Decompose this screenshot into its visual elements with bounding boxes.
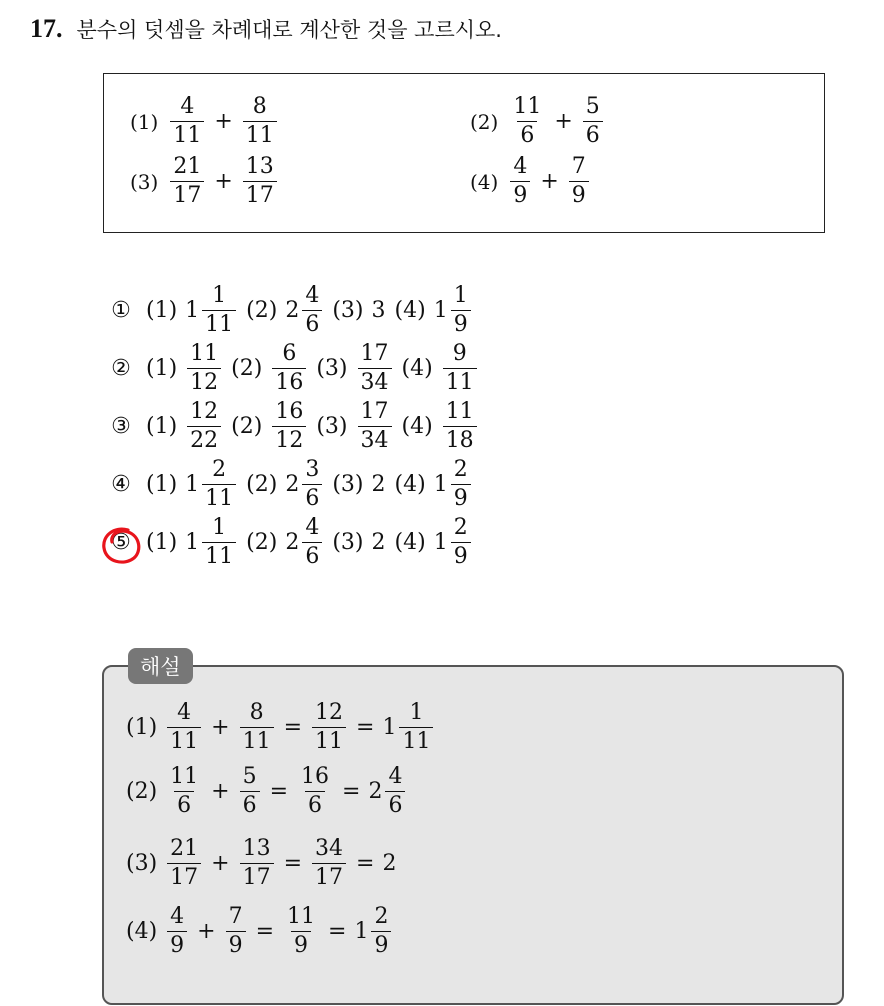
denominator: 34 <box>358 368 392 394</box>
choice-number: ④ <box>111 472 131 497</box>
operator: = <box>328 919 347 944</box>
whole-number: 1 <box>185 472 200 497</box>
denominator: 9 <box>451 542 471 568</box>
value <box>372 530 387 555</box>
choice-part <box>246 517 324 568</box>
value <box>382 851 397 876</box>
whole-number: 2 <box>285 298 300 323</box>
denominator: 11 <box>243 121 277 147</box>
denominator: 17 <box>243 181 277 207</box>
whole-number: 1 <box>382 715 397 740</box>
problem-label: (2) <box>470 109 499 134</box>
numerator: 11 <box>513 94 542 119</box>
whole-number: 2 <box>285 530 300 555</box>
numerator: 8 <box>249 700 264 725</box>
part-label: (3) <box>332 530 364 555</box>
part-label: (1) <box>146 530 178 555</box>
numerator: 17 <box>360 399 389 424</box>
part-label: (2) <box>246 298 278 323</box>
numerator: 13 <box>242 836 271 861</box>
denominator: 9 <box>291 931 311 957</box>
operator: + <box>211 851 230 876</box>
value <box>165 766 203 817</box>
question-text: 분수의 덧셈을 차례대로 계산한 것을 고르시오. <box>76 18 502 42</box>
choice-number: ② <box>111 356 131 381</box>
choice-part <box>395 517 473 568</box>
numerator: 4 <box>177 700 192 725</box>
fraction <box>167 906 187 957</box>
denominator: 18 <box>443 426 477 452</box>
numerator: 11 <box>287 904 316 929</box>
value <box>224 906 248 957</box>
fraction <box>302 285 322 336</box>
denominator: 11 <box>202 310 236 336</box>
fraction <box>202 285 236 336</box>
numerator: 1 <box>453 283 468 308</box>
numerator: 21 <box>173 154 202 179</box>
whole-number: 2 <box>368 779 383 804</box>
fraction <box>583 96 603 147</box>
numerator: 1 <box>212 283 227 308</box>
denominator: 12 <box>272 426 306 452</box>
denominator: 6 <box>385 791 405 817</box>
fraction <box>170 156 204 207</box>
value <box>238 702 276 753</box>
problem-1 <box>130 96 279 147</box>
value <box>185 517 238 568</box>
choice-part <box>146 517 238 568</box>
value <box>238 766 262 817</box>
fraction <box>240 766 260 817</box>
numerator: 5 <box>585 94 600 119</box>
value <box>238 838 276 889</box>
fraction <box>202 459 236 510</box>
choice-part <box>332 530 386 555</box>
denominator: 6 <box>240 791 260 817</box>
numerator: 12 <box>190 399 219 424</box>
numerator: 5 <box>242 764 257 789</box>
answer-circle-mark <box>98 524 146 568</box>
part-label: (4) <box>401 414 433 439</box>
value <box>185 459 238 510</box>
numerator: 13 <box>245 154 274 179</box>
numerator: 4 <box>513 154 528 179</box>
fraction <box>167 702 201 753</box>
choice-part <box>395 459 473 510</box>
fraction <box>451 459 471 510</box>
value <box>270 343 308 394</box>
fraction <box>443 401 477 452</box>
operator: + <box>214 169 233 194</box>
choice-part <box>146 285 238 336</box>
part-label: (1) <box>146 356 178 381</box>
explanation-line-3 <box>126 838 397 889</box>
fraction <box>302 459 322 510</box>
choice-part <box>402 401 479 452</box>
fraction <box>272 401 306 452</box>
question-header <box>30 14 502 44</box>
numerator: 7 <box>228 904 243 929</box>
fraction <box>298 766 332 817</box>
part-label: (4) <box>394 530 426 555</box>
numerator: 34 <box>315 836 344 861</box>
line-label: (3) <box>126 851 158 876</box>
denominator: 12 <box>187 368 221 394</box>
numerator: 4 <box>170 904 185 929</box>
denominator: 17 <box>170 181 204 207</box>
value <box>270 401 308 452</box>
denominator: 9 <box>510 181 530 207</box>
value <box>185 401 223 452</box>
numerator: 4 <box>305 515 320 540</box>
value <box>185 285 238 336</box>
fraction <box>243 96 277 147</box>
value <box>382 702 435 753</box>
denominator: 9 <box>167 931 187 957</box>
problem-3 <box>130 156 279 207</box>
choice-part <box>231 343 308 394</box>
fraction <box>451 285 471 336</box>
denominator: 17 <box>240 863 274 889</box>
fraction <box>510 96 544 147</box>
choice-number: ⑤ <box>108 530 134 555</box>
denominator: 11 <box>240 727 274 753</box>
denominator: 22 <box>187 426 221 452</box>
fraction <box>284 906 318 957</box>
part-label: (2) <box>246 530 278 555</box>
value <box>372 298 387 323</box>
whole-number: 1 <box>354 919 369 944</box>
choice-3[interactable] <box>108 401 487 452</box>
value <box>285 285 324 336</box>
value <box>310 702 348 753</box>
denominator: 17 <box>167 863 201 889</box>
denominator: 17 <box>312 863 346 889</box>
explanation-line-2 <box>126 766 407 817</box>
choice-5[interactable] <box>108 517 481 568</box>
value <box>356 343 394 394</box>
value <box>356 401 394 452</box>
denominator: 9 <box>371 931 391 957</box>
denominator: 9 <box>569 181 589 207</box>
numerator: 8 <box>252 94 267 119</box>
denominator: 11 <box>312 727 346 753</box>
choice-part <box>332 472 386 497</box>
value <box>368 766 407 817</box>
fraction <box>167 766 201 817</box>
denominator: 11 <box>170 121 204 147</box>
numerator: 21 <box>170 836 199 861</box>
fraction <box>202 517 236 568</box>
denominator: 6 <box>305 791 325 817</box>
value <box>310 838 348 889</box>
value <box>296 766 334 817</box>
denominator: 11 <box>202 542 236 568</box>
line-label: (2) <box>126 779 158 804</box>
fraction <box>187 401 221 452</box>
fraction <box>443 343 477 394</box>
denominator: 34 <box>358 426 392 452</box>
fraction <box>187 343 221 394</box>
value <box>282 906 320 957</box>
fraction <box>569 156 589 207</box>
denominator: 6 <box>174 791 194 817</box>
choice-part <box>231 401 308 452</box>
numerator: 1 <box>212 515 227 540</box>
denominator: 9 <box>226 931 246 957</box>
whole-number: 3 <box>371 298 386 323</box>
choice-part <box>402 343 479 394</box>
value <box>285 459 324 510</box>
denominator: 9 <box>451 484 471 510</box>
fraction <box>312 838 346 889</box>
denominator: 11 <box>167 727 201 753</box>
part-label: (3) <box>332 472 364 497</box>
denominator: 6 <box>302 484 322 510</box>
numerator: 2 <box>453 515 468 540</box>
denominator: 6 <box>517 121 537 147</box>
numerator: 11 <box>190 341 219 366</box>
operator: = <box>356 851 375 876</box>
operator: + <box>211 779 230 804</box>
explanation-line-1 <box>126 702 435 753</box>
numerator: 4 <box>388 764 403 789</box>
operator: = <box>356 715 375 740</box>
fraction <box>170 96 204 147</box>
numerator: 4 <box>180 94 195 119</box>
numerator: 17 <box>360 341 389 366</box>
value <box>185 343 223 394</box>
operator: = <box>255 919 275 944</box>
operator: = <box>269 779 289 804</box>
denominator: 6 <box>302 542 322 568</box>
part-label: (1) <box>146 298 178 323</box>
value <box>434 517 473 568</box>
numerator: 11 <box>445 399 474 424</box>
part-label: (3) <box>332 298 364 323</box>
problem-label: (4) <box>470 169 499 194</box>
part-label: (2) <box>246 472 278 497</box>
numerator: 16 <box>301 764 330 789</box>
numerator: 16 <box>275 399 304 424</box>
choice-part <box>146 401 223 452</box>
denominator: 11 <box>399 727 433 753</box>
choice-part <box>332 298 386 323</box>
whole-number: 2 <box>382 851 397 876</box>
operator: + <box>540 169 559 194</box>
whole-number: 2 <box>371 530 386 555</box>
choice-part <box>246 285 324 336</box>
fraction <box>312 702 346 753</box>
problem-4 <box>470 156 591 207</box>
choice-part <box>246 459 324 510</box>
fraction <box>510 156 530 207</box>
denominator: 6 <box>583 121 603 147</box>
part-label: (1) <box>146 414 178 439</box>
choice-1[interactable] <box>108 285 481 336</box>
denominator: 16 <box>272 368 306 394</box>
whole-number: 1 <box>185 530 200 555</box>
fraction <box>358 343 392 394</box>
fraction <box>226 906 246 957</box>
fraction <box>358 401 392 452</box>
problem-box <box>103 73 825 233</box>
part-label: (3) <box>316 356 348 381</box>
numerator: 6 <box>282 341 297 366</box>
part-label: (4) <box>394 472 426 497</box>
numerator: 11 <box>170 764 199 789</box>
numerator: 2 <box>453 457 468 482</box>
choice-part <box>316 401 393 452</box>
problem-label: (3) <box>130 169 159 194</box>
explanation-tab: 해설 <box>128 648 193 684</box>
choice-part <box>316 343 393 394</box>
fraction <box>399 702 433 753</box>
part-label: (3) <box>316 414 348 439</box>
numerator: 3 <box>305 457 320 482</box>
choice-part <box>395 285 473 336</box>
fraction <box>240 702 274 753</box>
value <box>285 517 324 568</box>
fraction <box>243 156 277 207</box>
fraction <box>451 517 471 568</box>
value <box>165 702 203 753</box>
denominator: 6 <box>302 310 322 336</box>
whole-number: 1 <box>433 472 448 497</box>
numerator: 4 <box>305 283 320 308</box>
fraction <box>272 343 306 394</box>
problem-label: (1) <box>130 109 159 134</box>
value <box>441 343 479 394</box>
fraction <box>371 906 391 957</box>
choice-part <box>146 459 238 510</box>
fraction <box>240 838 274 889</box>
numerator: 1 <box>409 700 424 725</box>
choice-4[interactable] <box>108 459 481 510</box>
operator: + <box>214 109 233 134</box>
problem-2 <box>470 96 605 147</box>
numerator: 7 <box>571 154 586 179</box>
operator: = <box>283 851 303 876</box>
value <box>165 838 203 889</box>
whole-number: 2 <box>371 472 386 497</box>
whole-number: 2 <box>285 472 300 497</box>
numerator: 2 <box>212 457 227 482</box>
part-label: (2) <box>231 356 263 381</box>
value <box>165 906 189 957</box>
denominator: 11 <box>443 368 477 394</box>
part-label: (1) <box>146 472 178 497</box>
part-label: (2) <box>231 414 263 439</box>
value <box>434 285 473 336</box>
choice-number: ③ <box>111 414 131 439</box>
part-label: (4) <box>394 298 426 323</box>
value <box>434 459 473 510</box>
line-label: (4) <box>126 919 158 944</box>
numerator: 9 <box>452 341 467 366</box>
explanation-line-4 <box>126 906 393 957</box>
value <box>441 401 479 452</box>
whole-number: 1 <box>433 298 448 323</box>
value <box>372 472 387 497</box>
operator: + <box>211 715 230 740</box>
numerator: 2 <box>374 904 389 929</box>
choice-number: ① <box>111 298 131 323</box>
fraction <box>385 766 405 817</box>
operator: + <box>554 109 573 134</box>
line-label: (1) <box>126 715 158 740</box>
fraction <box>167 838 201 889</box>
fraction <box>302 517 322 568</box>
operator: = <box>283 715 303 740</box>
operator: + <box>197 919 216 944</box>
whole-number: 1 <box>433 530 448 555</box>
whole-number: 1 <box>185 298 200 323</box>
denominator: 9 <box>451 310 471 336</box>
question-number: 17. <box>30 14 63 43</box>
choice-2[interactable] <box>108 343 487 394</box>
numerator: 12 <box>315 700 344 725</box>
denominator: 11 <box>202 484 236 510</box>
operator: = <box>342 779 361 804</box>
choice-part <box>146 343 223 394</box>
value <box>354 906 393 957</box>
part-label: (4) <box>401 356 433 381</box>
